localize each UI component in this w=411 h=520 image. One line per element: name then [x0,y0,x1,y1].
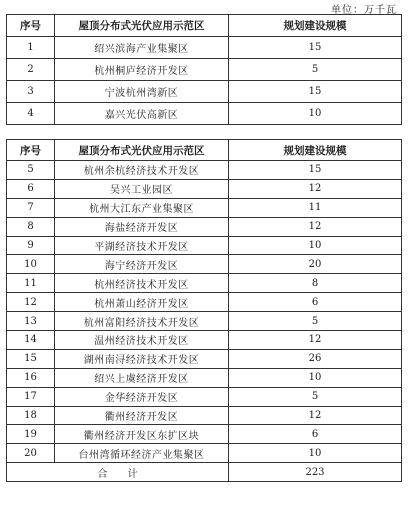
table-row [7,161,402,180]
row-scale: 12 [229,217,402,236]
row-index: 15 [7,349,55,368]
row-scale: 5 [229,387,402,406]
header-index: 序号 [7,140,55,161]
row-index: 17 [7,387,55,406]
row-index: 16 [7,368,55,387]
table-row [7,59,402,81]
table-row [7,217,402,236]
row-zone-name: 海盐经济开发区 [55,217,229,236]
row-zone-name: 平湖经济技术开发区 [55,236,229,255]
row-index: 20 [7,444,55,463]
row-index: 6 [7,179,55,198]
demo-zone-table-2 [6,139,402,482]
row-scale: 15 [229,81,402,103]
unit-label: 单位：万千瓦 [331,5,397,16]
row-zone-name: 杭州富阳经济技术开发区 [55,312,229,331]
header-index: 序号 [7,15,55,37]
row-zone-name: 杭州余杭经济技术开发区 [55,161,229,180]
table-row [7,293,402,312]
row-zone-name: 温州经济技术开发区 [55,331,229,350]
row-scale: 10 [229,444,402,463]
row-index: 2 [7,59,55,81]
table-row [7,406,402,425]
table-header-row [7,15,402,37]
table-row [7,37,402,59]
header-scale: 规划建设规模 [229,15,402,37]
row-scale: 5 [229,312,402,331]
row-scale: 10 [229,368,402,387]
table-row [7,425,402,444]
table-row [7,81,402,103]
row-index: 1 [7,37,55,59]
row-index: 10 [7,255,55,274]
row-zone-name: 宁波杭州湾新区 [55,81,229,103]
row-scale: 10 [229,103,402,125]
table-row [7,236,402,255]
table-row [7,198,402,217]
table-header-row [7,140,402,161]
total-row [7,463,402,482]
row-scale: 6 [229,293,402,312]
table-row [7,103,402,125]
row-zone-name: 海宁经济开发区 [55,255,229,274]
row-index: 11 [7,274,55,293]
row-scale: 11 [229,198,402,217]
row-zone-name: 台州湾循环经济产业集聚区 [55,444,229,463]
table-row [7,444,402,463]
row-scale: 6 [229,425,402,444]
table-row [7,255,402,274]
row-scale: 12 [229,406,402,425]
row-scale: 5 [229,59,402,81]
row-index: 19 [7,425,55,444]
table-row [7,179,402,198]
row-index: 12 [7,293,55,312]
table-row [7,349,402,368]
header-zone: 屋顶分布式光伏应用示范区 [55,140,229,161]
row-scale: 15 [229,37,402,59]
total-value: 223 [229,463,402,482]
row-index: 7 [7,198,55,217]
row-zone-name: 吴兴工业园区 [55,179,229,198]
row-scale: 8 [229,274,402,293]
row-scale: 10 [229,236,402,255]
row-scale: 20 [229,255,402,274]
row-scale: 15 [229,161,402,180]
row-zone-name: 杭州桐庐经济开发区 [55,59,229,81]
header-zone: 屋顶分布式光伏应用示范区 [55,15,229,37]
row-zone-name: 杭州大江东产业集聚区 [55,198,229,217]
row-zone-name: 绍兴上虞经济开发区 [55,368,229,387]
row-zone-name: 杭州经济技术开发区 [55,274,229,293]
row-index: 9 [7,236,55,255]
row-index: 14 [7,331,55,350]
row-index: 13 [7,312,55,331]
row-scale: 12 [229,331,402,350]
demo-zone-table-1 [6,14,402,125]
table-row [7,368,402,387]
row-zone-name: 金华经济开发区 [55,387,229,406]
table-row [7,331,402,350]
total-label: 合 计 [7,463,229,482]
row-scale: 12 [229,179,402,198]
table-row [7,274,402,293]
row-index: 3 [7,81,55,103]
table-row [7,312,402,331]
row-zone-name: 嘉兴光伏高新区 [55,103,229,125]
row-zone-name: 绍兴滨海产业集聚区 [55,37,229,59]
row-index: 18 [7,406,55,425]
header-scale: 规划建设规模 [229,140,402,161]
row-index: 4 [7,103,55,125]
row-zone-name: 湖州南浔经济技术开发区 [55,349,229,368]
row-index: 8 [7,217,55,236]
row-index: 5 [7,161,55,180]
table-row [7,387,402,406]
row-scale: 26 [229,349,402,368]
row-zone-name: 杭州萧山经济开发区 [55,293,229,312]
row-zone-name: 衢州经济开发区 [55,406,229,425]
row-zone-name: 衢州经济开发区东扩区块 [55,425,229,444]
